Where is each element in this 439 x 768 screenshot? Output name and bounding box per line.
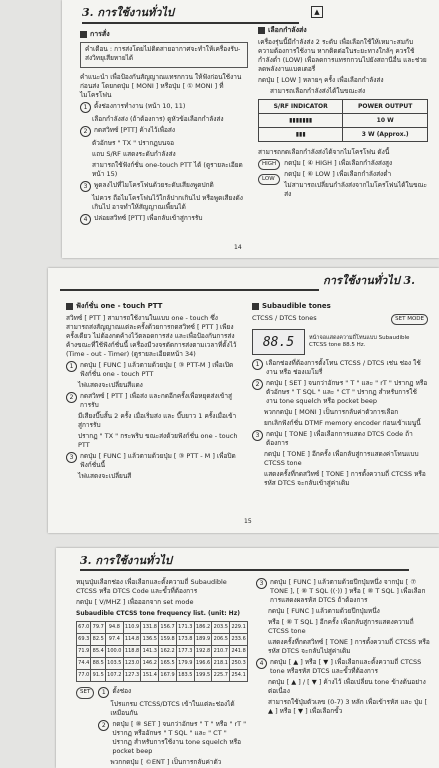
step-text: ตั้งช่อง	[112, 687, 132, 695]
bullet-text: แสดงครั้งที่กดสวิทซ์ [ TONE ] การตั้งความถี่ CTCSS หรือ รหัส DTCS จะกลับไปสู่ค่าเดิม	[268, 638, 430, 655]
note-text: คำแนะนำ เพื่อป้องกันสัญญาณแทรกกวน ให้ฟังก่อนใช้งานก่อนส่ง โดยกดปุ่ม [ MONI ] หรือปุ่ม [ ① MONI ] ที่ไมโครโฟน	[80, 73, 242, 99]
step-number: 4	[80, 214, 91, 225]
header-rule	[80, 569, 409, 571]
step-text: เลือกช่องที่ต้องการตั้งโทน CTCSS / DTCS เช่น ช่อง ใช้งาน หรือ ช่องเมโมรี่	[266, 359, 421, 376]
bullet-text: ปรากฏ " TX " กระพริบ ขณะส่งด้วยฟังก์ชั่น one - touch PTT	[78, 432, 238, 449]
high-key-icon: HIGH	[258, 159, 280, 170]
section-title-text: การสั่ง	[90, 30, 110, 38]
step-text: กดสวิทซ์ [ PTT ] เพื่อส่ง และกดอีกครั้งเพื่อหยุดส่งเข้าสู่การรับ	[80, 392, 232, 409]
tone-cell: 88.5	[91, 658, 105, 670]
tone-row	[77, 670, 248, 682]
tone-cell: 127.3	[123, 670, 141, 682]
step-number: 2	[252, 379, 263, 390]
set-steps-text	[98, 687, 248, 768]
caution-text: คำเตือน : การส่งโดยไม่ติดสายอากาศจะทำให้เครื่องรับ-ส่งวิทยุเสียหายได้	[85, 45, 241, 62]
tone-cell: 118.8	[123, 646, 141, 658]
mic-steps	[284, 159, 428, 201]
tone-row	[77, 622, 248, 634]
step-text: กดปุ่ม [ TONE ] เพื่อเลือกการแสดง DTCS Code ถ้าต้องการ	[266, 430, 413, 447]
bullet-text: แถบ S/RF แสดงระดับกำลังส่ง	[92, 150, 176, 158]
page-header	[82, 4, 174, 20]
header-rule	[82, 22, 299, 24]
left-column	[80, 30, 248, 227]
tone-cell: 97.4	[105, 634, 123, 646]
page-number: 15	[244, 518, 252, 525]
step-number: 2	[80, 126, 91, 137]
bullet-text: มีเสียงบี๊บสั้น 2 ครั้ง เมื่อเริ่มส่ง และ บี๊บยาว 1 ครั้งเมื่อเข้าสู่การรับ	[78, 412, 237, 429]
bullet-text: ไม่ควร ถือไมโครโฟนไว้ใกล้ปากเกินไป หรือพูดเสียงดังเกินไป อาจทำให้สัญญาณเพี้ยนได้	[92, 194, 243, 211]
mic-step: กดปุ่ม [ ⑥ LOW ] เพื่อเลือกกำลังส่งต่ำ	[284, 170, 392, 178]
step-text: ตั้งช่องการทำงาน (หน้า 10, 11)	[94, 102, 186, 110]
tone-cell: 233.6	[230, 634, 248, 646]
subsection-row	[252, 314, 428, 325]
page-header-text: 3. การใช้งานทั่วไป	[80, 554, 172, 567]
intro-text: สวิทซ์ [ PTT ] สามารถใช้งานในแบบ one - touch ซึ่ง สามารถส่งสัญญาณแต่ละครั้งด้วยการกดสวิทซ์ [ PTT ] เพียงครั้งเดียว ไม่ต้องกดค้างไว้ตลอดการส่ง และเพื่อป้องกันการส่งค้างขณะที่ใช้ฟังก์ชั่นนี้ เครื่องมีวงจรตัดการส่งตามเวลาที่ตั้งไว้ (Time - out - Timer) (ดูรายละเอียดหน้า 34)	[66, 314, 237, 358]
tone-cell: 206.5	[212, 634, 230, 646]
instruction-text: กดปุ่ม [ LOW ] หลายๆ ครั้ง เพื่อเลือกกำลังส่ง	[258, 76, 384, 84]
tone-cell: 241.8	[230, 646, 248, 658]
tone-cell: 114.8	[123, 634, 141, 646]
step-text: กดปุ่ม [ FUNC ] แล้วตามด้วยปีกปุ่มหนึ่ง จากปุ่ม [ ⑦ TONE ], [ ⑧ T SQL ((·)) ] หรือ [ ⑧ T SQL ] เพื่อเลือกการแสดงผลรหัส DTCS ถ้าต้องการ	[270, 578, 426, 604]
tone-row	[77, 658, 248, 670]
step-text: กดปุ่ม [ SET ] จนกว่าอักษร " T " และ " rT " ปรากฏ หรือตัวอักษร " T SQL " และ " CT " ปรากฏ สำหรับการใช้งาน tone squelch หรือ pocket beep	[266, 379, 428, 405]
tone-cell: 171.3	[176, 622, 194, 634]
table-cell: ▮▮▮	[259, 128, 343, 142]
bullet-text: ไฟแสดงจะเปลี่ยนสี	[78, 472, 132, 480]
table-cell: ▮▮▮▮▮▮▮	[259, 114, 343, 128]
bullet-text: ไฟแสดงจะเปลี่ยนสีแดง	[78, 381, 143, 389]
tone-cell: 69.3	[77, 634, 91, 646]
lcd-caption: หน้าจอแสดงความถี่โทนแบบ Subaudible CTCSS tone 88.5 Hz.	[309, 335, 410, 348]
step-3	[252, 430, 428, 448]
tone-cell: 82.5	[91, 634, 105, 646]
tone-cell: 159.8	[159, 634, 177, 646]
step-number: 1	[66, 361, 77, 372]
tone-cell: 94.8	[105, 622, 123, 634]
bullet-text: หรือ [ ⑧ T SQL ] อีกครั้ง เพื่อกลับสู่การแสดงความถี่ CTCSS tone	[268, 618, 414, 635]
step-text: พูดลงไปที่ไมโครโฟนด้วยระดับเสียงพูดปกติ	[94, 181, 214, 189]
manual-page-16	[56, 548, 439, 768]
step-number: 3	[256, 578, 267, 589]
step-1	[252, 359, 428, 377]
low-key-icon: LOW	[258, 174, 280, 185]
manual-page-15	[48, 268, 439, 533]
bullet-text: แสดงครั้งที่กดสวิทซ์ [ TONE ] การตั้งความถี่ CTCSS หรือ รหัส DTCS จะกลับเข้าสู่ค่าเดิม	[264, 470, 426, 487]
table-header: S/RF INDICATOR	[259, 100, 343, 114]
tone-cell: 183.5	[176, 670, 194, 682]
tone-cell: 100.0	[105, 646, 123, 658]
tone-row	[77, 634, 248, 646]
section-icon	[66, 303, 73, 310]
tone-cell: 167.9	[159, 670, 177, 682]
tone-cell: 131.8	[141, 622, 159, 634]
step-number: 3	[252, 430, 263, 441]
step-3	[256, 578, 432, 605]
step-3	[66, 452, 238, 470]
step-number: 4	[256, 658, 267, 669]
step-text: กดปุ่ม [ ▲ ] หรือ [ ▼ ] เพื่อเลือกและตั้งความถี่ CTCSS tone หรือรหัส DTCS และขั้วที่ต้องการ	[270, 658, 422, 675]
tone-cell: 186.2	[194, 622, 212, 634]
right-column	[258, 26, 428, 201]
bullet-text: สามารถใช้ปุ่มตัวเลข (0-7) 3 หลัก เพื่อเข้ารหัส และ ปุ่ม [ ▲ ] หรือ [ ▼ ] เพื่อเลือกขั้ว	[268, 698, 428, 715]
mic-step: กดปุ่ม [ ④ HIGH ] เพื่อเลือกกำลังส่งสูง	[284, 159, 393, 167]
step-1	[66, 361, 238, 379]
tone-cell: 192.8	[194, 646, 212, 658]
bullet-text: กดปุ่ม [ FUNC ] แล้วตามด้วยปีกปุ่มหนึ่ง	[268, 607, 380, 615]
step-1	[80, 102, 248, 113]
page-header-text: 3. การใช้งานทั่วไป	[82, 6, 174, 19]
step-1	[98, 687, 248, 698]
tone-cell: 203.5	[212, 622, 230, 634]
intro-text: เครื่องรุ่นนี้มีกำลังส่ง 2 ระดับ เพื่อเลือกใช้ให้เหมาะสมกับความต้องการใช้งาน หากติดต่อในระยะทางใกล้ๆ ควรใช้กำลังต่ำ (LOW) เพื่อลดการแทรกกวนไปยังสถานีอื่น และช่วยลดพลังงานแบตเตอรี่	[258, 38, 427, 73]
tone-cell: 173.8	[176, 634, 194, 646]
page-header	[323, 272, 415, 288]
step-4	[256, 658, 432, 676]
step-text: กดปุ่ม [ FUNC ] แล้วตามด้วยปุ่ม [ ③ PTT - M ] เพื่อปิดฟังก์ชั่นนี้	[80, 452, 236, 469]
section-title	[66, 302, 238, 311]
step-2	[80, 126, 248, 137]
tone-cell: 85.4	[91, 646, 105, 658]
bullet-text: โปรแกรม CTCSS/DTCS เข้าในแต่ละช่องได้เหมือนกัน	[110, 700, 235, 717]
page-corner-mark: ▲	[311, 6, 323, 18]
table-header: POWER OUTPUT	[343, 100, 428, 114]
step-number: 1	[80, 102, 91, 113]
section-title-text: เลือกกำลังส่ง	[268, 26, 307, 34]
tone-cell: 225.7	[212, 670, 230, 682]
page-number: 14	[234, 244, 242, 251]
tone-cell: 254.1	[230, 670, 248, 682]
tone-cell: 110.9	[123, 622, 141, 634]
tone-cell: 123.0	[123, 658, 141, 670]
mic-key-icons	[258, 159, 280, 201]
step-number: 2	[98, 720, 109, 731]
tone-table-title: Subaudible CTCSS tone frequency list. (unit: Hz)	[76, 610, 240, 617]
table-row	[259, 128, 428, 142]
step-number: 1	[98, 687, 109, 698]
tone-cell: 210.7	[212, 646, 230, 658]
bullet-text: สามารถใช้ฟังก์ชั่น one-touch PTT ได้ (ดูรายละเอียดหน้า 15)	[92, 161, 243, 178]
section-title-text: ฟังก์ชั่น one - touch PTT	[76, 302, 163, 310]
step-number: 3	[80, 181, 91, 192]
lcd-figure	[252, 329, 428, 355]
tone-cell: 67.0	[77, 622, 91, 634]
bullet-text: พวกกดปุ่ม [ ©ENT ] เป็นการกลับค่าตัว	[110, 758, 222, 766]
tone-cell: 177.3	[176, 646, 194, 658]
bullet-text: ตัวอักษร " TX " ปรากฏบนจอ	[92, 139, 175, 147]
header-rule	[60, 289, 319, 291]
tone-row	[77, 646, 248, 658]
section-title-text: Subaudible tones	[262, 302, 331, 310]
table-cell: 10 W	[343, 114, 428, 128]
step-2	[252, 379, 428, 406]
tone-cell: 162.2	[159, 646, 177, 658]
power-table	[258, 99, 428, 142]
tone-cell: 218.1	[212, 658, 230, 670]
step-4	[80, 214, 248, 225]
step-2	[66, 392, 238, 410]
tone-cell: 165.5	[159, 658, 177, 670]
tone-cell: 250.3	[230, 658, 248, 670]
table-cell: 3 W (Approx.)	[343, 128, 428, 142]
left-column	[66, 302, 238, 483]
section-title	[80, 30, 248, 39]
tone-cell: 74.4	[77, 658, 91, 670]
section-icon	[80, 31, 87, 38]
tone-cell: 91.5	[91, 670, 105, 682]
step-number: 2	[66, 392, 77, 403]
bullet-text: พวกกดปุ่ม [ MONI ] เป็นการกลับค่าตัวการเลือก	[264, 408, 399, 416]
lcd-value: 88.5	[262, 334, 295, 350]
table-row	[259, 114, 428, 128]
set-mode-badge: SET MODE	[391, 314, 428, 325]
section-icon	[258, 27, 265, 34]
step-text: กดสวิทซ์ [PTT] ค้างไว้เพื่อส่ง	[94, 126, 176, 134]
bullet-text: ยกเลิกฟังก์ชั่น DTMF memory encoder ก่อนเข้าเมนูนี้	[264, 419, 421, 427]
mic-bullet: ไม่สามารถเปลี่ยนกำลังส่งจากไมโครโฟนได้ในขณะส่ง	[284, 181, 428, 198]
step-text: ปล่อยสวิทซ์ [PTT] เพื่อกลับเข้าสู่การรับ	[94, 214, 203, 222]
tone-cell: 156.7	[159, 622, 177, 634]
section-title	[252, 302, 428, 311]
right-column	[256, 578, 432, 718]
set-key-icon: SET	[76, 687, 94, 699]
set-steps	[76, 687, 248, 768]
mic-buttons-block	[258, 159, 428, 201]
tone-cell: 71.9	[77, 646, 91, 658]
tone-cell: 196.6	[194, 658, 212, 670]
ctcss-tone-table	[76, 621, 248, 682]
step-text: กดปุ่ม [ FUNC ] แล้วตามด้วยปุ่ม [ ③ PTT-M ] เพื่อเปิดฟังก์ชั่น one - touch PTT	[80, 361, 234, 378]
tone-cell: 189.9	[194, 634, 212, 646]
tone-cell: 103.5	[105, 658, 123, 670]
tone-cell: 77.0	[77, 670, 91, 682]
tone-cell: 199.5	[194, 670, 212, 682]
section-icon	[252, 303, 259, 310]
tone-cell: 151.4	[141, 670, 159, 682]
tone-cell: 79.7	[91, 622, 105, 634]
step-2	[98, 720, 248, 756]
tone-cell: 179.9	[176, 658, 194, 670]
page-header	[80, 552, 172, 568]
tone-cell: 229.1	[230, 622, 248, 634]
step-text: กดปุ่ม [ ⑧ SET ] จนกว่าอักษร " T " หรือ " rT " ปรากฏ หรืออักษร " T SQL " และ " CT " ปรากฏ สำหรับการใช้งาน tone squelch หรือ pocket beep	[112, 720, 247, 755]
bullet-text: กดปุ่ม [ ▲ ] / [ ▼ ] ค้างไว้ เพื่อเปลี่ยน tone ข้างต้นอย่างต่อเนื่อง	[268, 678, 426, 695]
step-3	[80, 181, 248, 192]
tone-cell: 136.5	[141, 634, 159, 646]
tone-cell: 107.2	[105, 670, 123, 682]
manual-page-14	[62, 0, 439, 258]
tone-cell: 141.3	[141, 646, 159, 658]
lcd-display	[252, 329, 305, 355]
bullet-text: สามารถเลือกกำลังส่งได้ในขณะส่ง	[270, 87, 366, 95]
section-title	[258, 26, 428, 35]
bullet-text: กดปุ่ม [ V/MHZ ] เพื่อออกจาก set mode	[76, 598, 194, 606]
step-number: 1	[252, 359, 263, 370]
tone-cell: 146.2	[141, 658, 159, 670]
left-column	[76, 578, 248, 768]
subsection-title: CTCSS / DTCS tones	[252, 314, 317, 322]
step-number: 3	[66, 452, 77, 463]
bullet-text: กดปุ่ม [ TONE ] อีกครั้ง เพื่อกลับสู่การแสดงค่าโทนแบบ CTCSS tone	[264, 450, 419, 467]
mic-note: สามารถกดเลือกกำลังส่งได้จากไมโครโฟน ดังนี้	[258, 148, 390, 156]
page-header-text: การใช้งานทั่วไป 3.	[323, 274, 415, 287]
right-column	[252, 302, 428, 490]
caution-box	[80, 42, 248, 68]
bullet-text: หมุนปุ่มเลือกช่อง เพื่อเลือกและตั้งความถี่ Subaudible CTCSS หรือ DTCS Code และขั้วที่ต้องการ	[76, 578, 227, 595]
bullet-text: เลือกกำลังส่ง (ถ้าต้องการ) ดูหัวข้อเลือกกำลังส่ง	[92, 115, 224, 123]
